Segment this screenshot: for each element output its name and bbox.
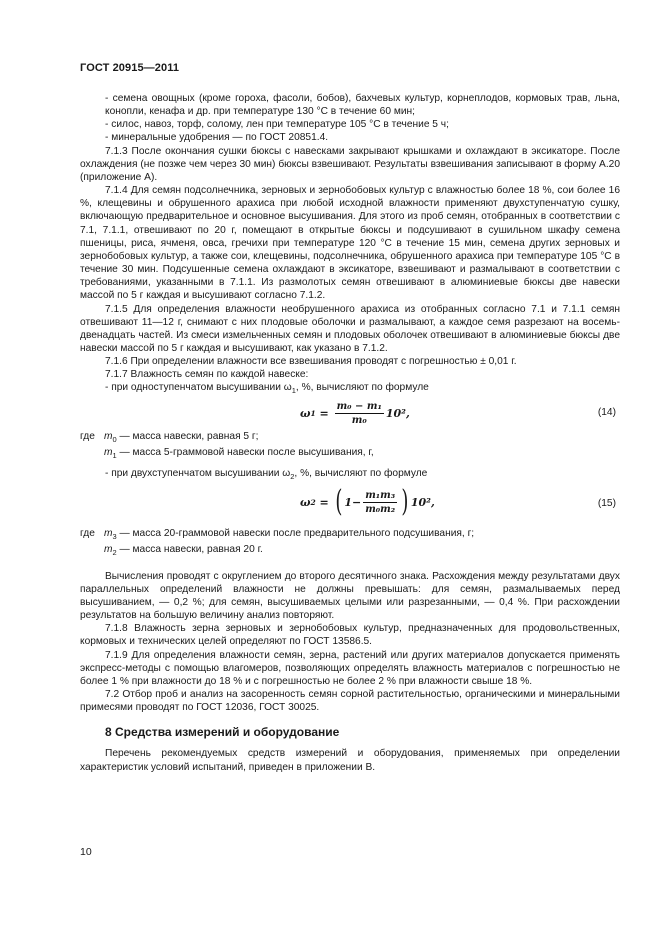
list-item: - при двухступенчатом высушивании $\omega_2$, %, вычисляют по формуле [105, 468, 428, 482]
equation-number: (15) [597, 498, 616, 510]
fraction: $\frac{\text{m₁m₃}}{\text{m₀m₂}}$ [365, 489, 396, 515]
paragraph-7-1-7: 7.1.7 Влажность семян по каждой навеске: [105, 369, 309, 381]
paragraph-8: Перечень рекомендуемых средств измерений и оборудования, применяемых при определении характеристик условий испытаний, приведен в приложении В. [80, 748, 620, 773]
paragraph-7-1-4: 7.1.4 Для семян подсолнечника, зерновых и зернобобовых культур с влажностью более 18 %, сои более 16 %, клещевины и обрушенного арахиса при любой исходной влажности применяют двухступенчатую сушку, включающую предварительное и основное высушивания. Для этого из проб семян, отобранных в соответствии с 7.1, 7.1.1, отвешивают по 20 г, помещают в открытые бюксы и подсушивают в сушильном шкафу семена пшеницы, риса, ячменя, овса, гречихи при температуре 120 °С в течение 15 мин, семена других зерновых и зернобобовых культур, а также сои, клещевины, подсолнечника, обрушенного арахиса при температуре 105 °С в течение 30 мин. Подсушенные семена охлаждают в эксикаторе, взвешивают и размалывают в соответствии с требованиями, указанными в 7.1.1. Из размолотых семян отвешивают в алюминиевые бюксы две навески массой по 5 г каждая и высушивают согласно 7.1.2. [80, 185, 620, 302]
list-item: - семена овощных (кроме гороха, фасоли, бобов), бахчевых культур, корнеплодов, кормовых трав, льна, конопли, кенафа и др. при температуре 130 °С в течение 60 мин; [105, 93, 620, 118]
paragraph-7-2: 7.2 Отбор проб и анализ на засоренность семян сорной растительностью, органическими и минеральными примесями проводят по ГОСТ 12036, ГОСТ 30025. [80, 688, 620, 714]
paragraph-7-1-5: 7.1.5 Для определения влажности необрушенного арахиса из отобранных согласно 7.1 и 7.1.1 семян отвешивают 11—12 г, снимают с них плодовые оболочки и размалывают, а каждое семя разрезают на восемь-двенадцать частей. Из смеси измельченных семян и плодовых оболочек отвешивают в алюминиевые бюксы две навески массой по 5 г каждая и высушивают, как указано в 7.1.2. [80, 303, 620, 354]
document-header: ГОСТ 20915—2011 [80, 62, 180, 74]
paragraph-calc: Вычисления проводят с округлением до второго десятичного знака. Расхождения между результатами двух параллельных определений влажности не должны превышать: для семян, размалываемых перед высушиванием, — 0,2 %; для семян, высушиваемых целыми или разрезанными, — 0,4 %. При расхождении результатов на большую величину анализ повторяют. [80, 570, 620, 622]
paragraph-7-1-8: 7.1.8 Влажность зерна зерновых и зернобобовых культур, предназначенных для продовольственных, кормовых и технических целей определяют по ГОСТ 13586.5. [80, 623, 620, 648]
document-body: - семена овощных (кроме гороха, фасоли, бобов), бахчевых культур, корнеплодов, кормовых трав, льна, конопли, кенафа и др. при температуре 130 °С в течение 60 мин; - силос, навоз, торф, солому, лен при температуре 105 °С в течение 5 ч; - минеральные удобрения — по ГОСТ 20851.4. 7.1.3 После окончания сушки бюксы с навесками закрывают крышками и охлаждают в эксикаторе. После охлаждения (не позже чем через 30 мин) бюксы взвешивают. Результаты взвешивания записывают в форму А.20 (приложение А). 7.1.4 Для семян подсолнечника, зерновых и зернобобовых культур с влажностью более 18 %, сои более 16 %, клещевины и обрушенного арахиса при любой исходной влажности применяют двухступенчатую сушку, включающую предварительное и основное высушивания. Для этого из проб семян, отобранных в соответствии с 7.1, 7.1.1, отвешивают по 20 г, помещают в открытые бюксы и подсушивают в сушильном шкафу семена пшеницы, риса, ячменя, овса, гречихи при температуре 120 °С в течение 15 мин, семена других зерновых и зернобобовых культур, а также сои, клещевины, подсолнечника, обрушенного арахиса при температуре 105 °С в течение 30 мин. Подсушенные семена охлаждают в эксикаторе, взвешивают и размалывают в соответствии с требованиями, указанными в 7.1.1. Из размолотых семян отвешивают в алюминиевые бюксы две навески массой по 5 г каждая и высушивают согласно 7.1.2. 7.1.5 Для определения влажности необрушенного арахиса из отобранных согласно 7.1 и 7.1.1 семян отвешивают 11—12 г, снимают с них плодовые оболочки и размалывают, а каждое семя разрезают на восемь-двенадцать частей. Из смеси измельченных семян и плодовых оболочек отвешивают в алюминиевые бюксы две навески массой по 5 г каждая и высушивают, как указано в 7.1.2. 7.1.6 При определении влажности все взвешивания проводят с погрешностью ± 0,01 г. 7.1.7 Влажность семян по каждой навеске: - при одноступенчатом высушивании $\omega_1$, %, вычисляют по формуле ω 1 = $\frac{\text{m₀ − m₁}}{\text{m₀}}$ 10², (14) где $m_0$ — масса навески, равная 5 г; $m_1$ — масса 5-граммовой навески после высушивания, г, - при двухступенчатом высушивании $\omega_2$, %, вычисляют по формуле ω 2 = ( 1− $\frac{\text{m₁m₃}}{\text{m₀m₂}}$ ) 10², (15) где $m_3$ — масса 20-граммовой навески после предварительного подсушивания, г; $m_2$ — масса навески, равная 20 г. Вычисления проводят с округлением до второго десятичного знака. Расхождения между результатами двух параллельных определений влажности не должны превышать: для семян, размалываемых перед высушиванием, — 0,2 %; для семян, высушиваемых целыми или разрезанными, — 0,4 %. При расхождении результатов на большую величину анализ повторяют. 7.1.8 Влажность зерна зерновых и зернобобовых культур, предназначенных для продовольственных, кормовых и технических целей определяют по ГОСТ 13586.5. 7.1.9 Для определения влажности семян, зерна, растений или других материалов допускается применять экспресс-методы с помощью влагомеров, позволяющих определять влажность материалов с погрешностью не более 1 % при влажности до 18 % и с погрешностью не более 2 % при влажности свыше 18 %. 7.2 Отбор проб и анализ на засоренность семян сорной растительностью, органическими и минеральными примесями проводят по ГОСТ 12036, ГОСТ 30025. 8 Средства измерений и оборудование Перечень рекомендуемых средств измерений и оборудования, применяемых при определении характеристик условий испытаний, приведен в приложении В. [80, 93, 620, 773]
list-item: - силос, навоз, торф, солому, лен при температуре 105 °С в течение 5 ч; [105, 119, 449, 131]
formula-14: ω 1 = $\frac{\text{m₀ − m₁}}{\text{m₀}}$ 10², (14) [300, 400, 616, 426]
list-item: - минеральные удобрения — по ГОСТ 20851.4. [105, 132, 329, 144]
paragraph-7-1-9: 7.1.9 Для определения влажности семян, зерна, растений или других материалов допускается применять экспресс-методы с помощью влагомеров, позволяющих определять влажность материалов с погрешностью не более 1 % при влажности до 18 % и с погрешностью не более 2 % при влажности свыше 18 %. [80, 649, 620, 687]
page-number: 10 [80, 846, 92, 858]
formula-15: ω 2 = ( 1− $\frac{\text{m₁m₃}}{\text{m₀m₂}}$ ) 10², (15) [300, 484, 616, 520]
fraction: $\frac{\text{m₀ − m₁}}{\text{m₀}}$ [336, 400, 382, 426]
paragraph-7-1-6: 7.1.6 При определении влажности все взвешивания проводят с погрешностью ± 0,01 г. [105, 356, 517, 368]
paragraph-7-1-3: 7.1.3 После окончания сушки бюксы с навесками закрывают крышками и охлаждают в эксикаторе. После охлаждения (не позже чем через 30 мин) бюксы взвешивают. Результаты взвешивания записывают в форму А.20 (приложение А). [80, 145, 620, 183]
list-item: - при одноступенчатом высушивании $\omega_1$, %, вычисляют по формуле [105, 382, 429, 396]
section-heading: 8 Средства измерений и оборудование [105, 725, 340, 740]
equation-number: (14) [597, 406, 616, 418]
